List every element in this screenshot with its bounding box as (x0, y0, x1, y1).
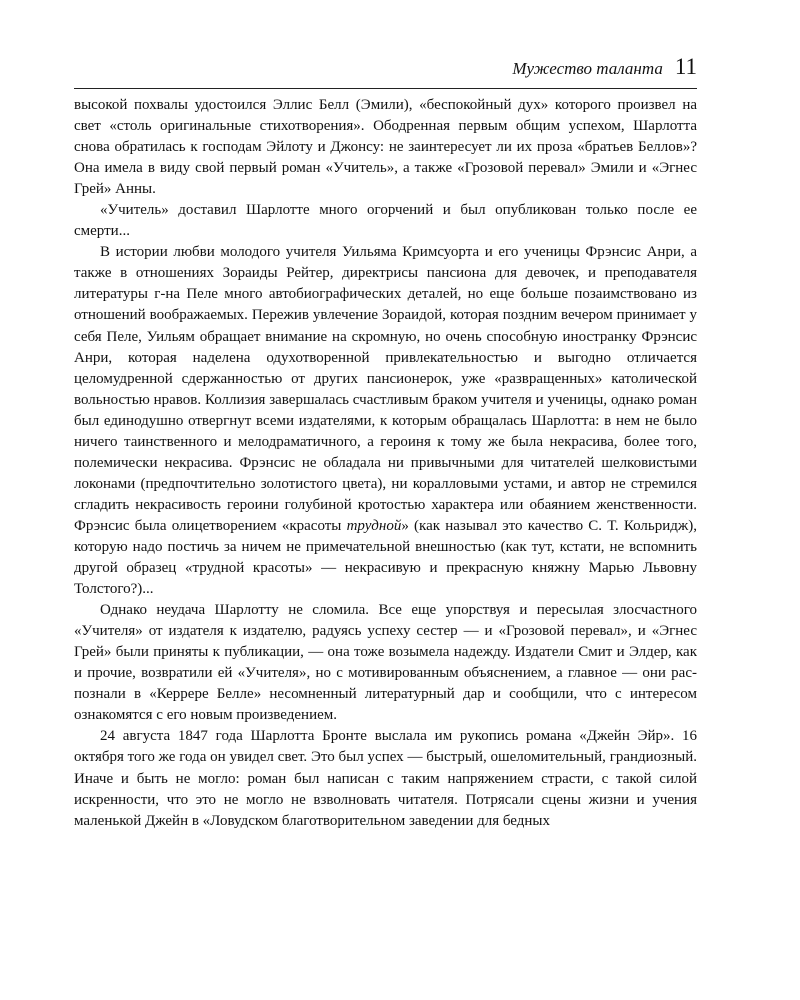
page-number: 11 (674, 54, 697, 79)
running-title: Мужество таланта (512, 59, 663, 78)
paragraph-3 (74, 242, 697, 600)
body-text (74, 95, 697, 832)
paragraph-4: Однако неудача Шарлотту не сломила. Все еще упорствуя и пересылая злосчастного «Учителя» от издателя к издателю, радуясь успеху сестер — и «Грозовой перевал», и «Эгнес Грей» были приняты к публикации, — она тоже возымела надежду. Издатели Смит и Элдер, как и прочие, возвратили ей «Учителя», но с мотивированным объяснением, а главное — они распознали в «Керрере Белле» несомненный литературный дар и сообщили, что с интересом ознакомятся с его новым произведением. (74, 602, 697, 724)
paragraph-2: «Учитель» доставил Шарлотте много огорчений и был опубликован только после ее смерти... (74, 202, 697, 240)
running-header (74, 54, 697, 89)
paragraph-5: 24 августа 1847 года Шарлотта Бронте выслала им рукопись романа «Джейн Эйр». 16 октября того же года он увидел свет. Это был успех — быстрый, ошеломительный, грандиозный. Иначе и быть не могло: роман был написан с таким напряжением страсти, с такой силой искренности, что это не могло не взволновать читателя. Потрясали сцены жизни и учения маленькой Джейн в «Ловудском благотворительном заведении для бедных (74, 728, 697, 829)
paragraph-3-text-b: » (как называл это качество С. Т. Кольридж), которую надо постичь за ничем не примечательной внешностью (как тут, кстати, не вспомнить другой образец «трудной красоты» — некрасивую и прекрасную княжну Марью Львовну Толстого?)... (74, 517, 697, 598)
paragraph-1: высокой похвалы удостоился Эллис Белл (Эмили), «беспокойный дух» которого произвел на свет «столь оригинальные стихотворения». Ободренная первым общим успехом, Шарлотта снова обратилась к господам Эйлоту и Джонсу: не заинтересует ли их проза «братьев Беллов»? Она имела в виду свой первый роман «Учитель», а также «Грозовой перевал» Эмили и «Эгнес Грей» Анны. (74, 97, 697, 198)
book-page (74, 54, 697, 832)
paragraph-3-text-a: В истории любви молодого учителя Уильяма Кримсуорта и его ученицы Фрэнсис Анри, а также в отношениях Зораиды Рейтер, директрисы пансиона для девочек, и преподавателя литературы г-на Пеле много автобиографических деталей, но еще больше позаимствовано из отношений воображаемых. Пережив увлечение Зораидой, которая поздним вечером принимает у себя Пеле, Уильям обращает внимание на скромную, но очень способную иностранку Фрэнсис Анри, которая наделена одухотворенной привлекательностью и выгодно отличается целомудренной сдержанностью от других пансионерок, уже «развращенных» католической вольностью нравов. Коллизия завершалась счастливым браком учителя и ученицы, однако роман был единодушно отвергнут всеми издателями, к которым обращалась Шарлотта: в нем не было ничего таинственного и мелодраматичного, а героиня к тому же была некрасива, более того, полемически некрасива. Фрэнсис не обладала ни привычными для читателей шелковистыми локонами (предпочтительно золотистого цвета), ни коралловыми устами, и автор не стремился сгладить некрасивость героини голубиной кротостью характера или обаянием женственности. Фрэнсис была олицетворением «красоты (74, 244, 697, 534)
paragraph-3-emphasis: трудной (346, 517, 402, 534)
